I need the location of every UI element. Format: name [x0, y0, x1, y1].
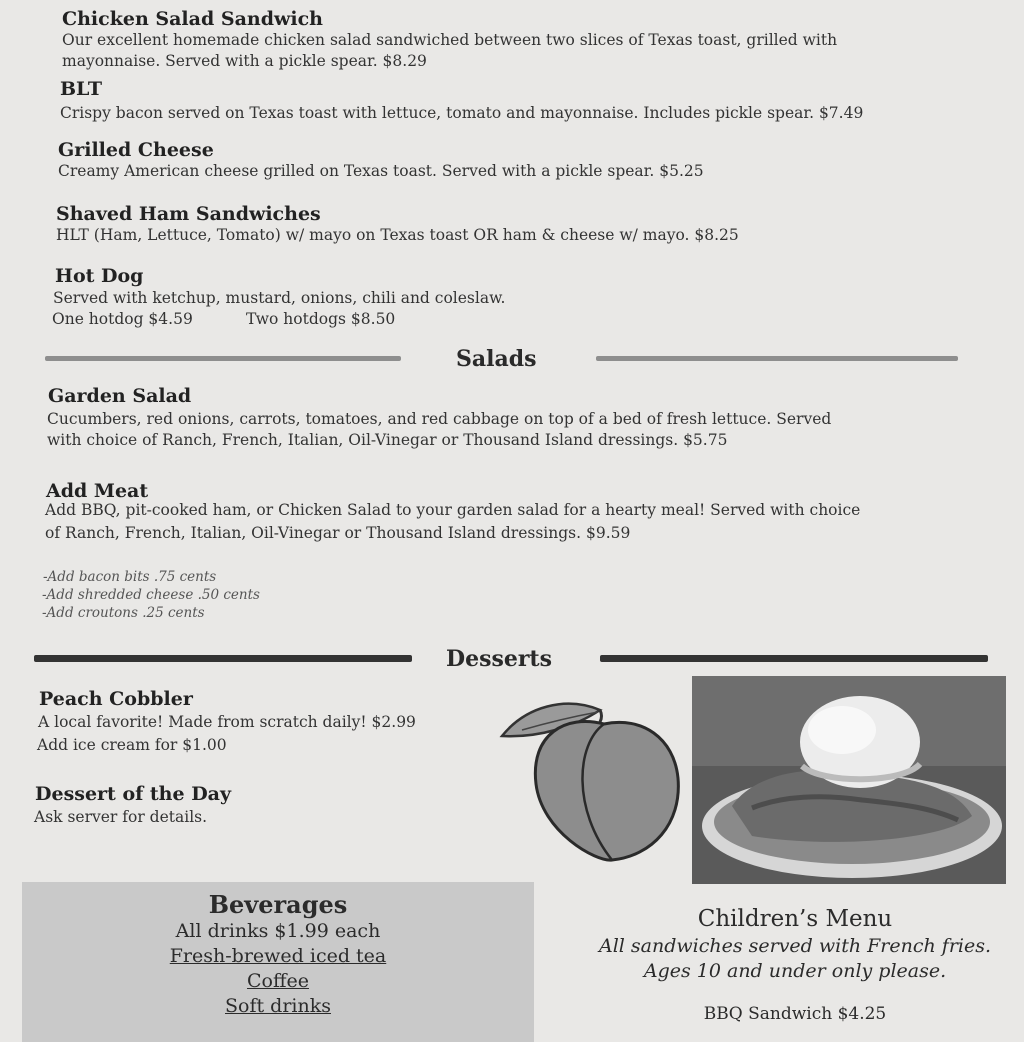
- childrens-menu-note-2: Ages 10 and under only please.: [643, 960, 947, 982]
- item-desc-blt: Crispy bacon served on Texas toast with lettuce, tomato and mayonnaise. Includes pickle spear. $7.49: [60, 104, 864, 122]
- item-title-dessert-of-the-day: Dessert of the Day: [35, 783, 232, 805]
- item-title-chicken-salad: Chicken Salad Sandwich: [62, 8, 323, 30]
- childrens-menu-note-1: All sandwiches served with French fries.: [598, 935, 992, 957]
- item-desc-grilled-cheese: Creamy American cheese grilled on Texas toast. Served with a pickle spear. $5.25: [58, 162, 704, 180]
- cobbler-photo: [692, 676, 1006, 884]
- childrens-menu: [590, 904, 1000, 1024]
- beverages-box: [22, 882, 534, 1042]
- item-title-blt: BLT: [60, 78, 103, 100]
- item-title-peach-cobbler: Peach Cobbler: [39, 688, 193, 710]
- item-desc-peach-cobbler-1: A local favorite! Made from scratch daily! $2.99: [38, 713, 416, 731]
- salads-rule-right: [596, 356, 958, 361]
- beverage-soft-drinks: Soft drinks: [225, 995, 331, 1017]
- desserts-rule-right: [600, 655, 988, 662]
- item-title-hot-dog: Hot Dog: [55, 265, 144, 287]
- salads-rule-left: [45, 356, 401, 361]
- addon-bacon-bits: -Add bacon bits .75 cents: [43, 569, 217, 585]
- item-desc-hot-dog: Served with ketchup, mustard, onions, chili and coleslaw.: [53, 289, 506, 307]
- item-title-add-meat: Add Meat: [46, 480, 149, 502]
- hot-dog-two-price: Two hotdogs $8.50: [246, 310, 396, 328]
- childrens-item-bbq: BBQ Sandwich $4.25: [703, 1004, 887, 1024]
- item-desc-add-meat-1: Add BBQ, pit-cooked ham, or Chicken Salad to your garden salad for a hearty meal! Served with choice: [45, 501, 861, 519]
- desserts-rule-left: [34, 655, 412, 662]
- item-title-garden-salad: Garden Salad: [48, 385, 192, 407]
- item-desc-garden-salad-2: with choice of Ranch, French, Italian, Oil-Vinegar or Thousand Island dressings. $5.75: [47, 431, 728, 449]
- childrens-menu-title: Children’s Menu: [697, 906, 893, 932]
- item-desc-garden-salad-1: Cucumbers, red onions, carrots, tomatoes, and red cabbage on top of a bed of fresh lettuce. Served: [47, 410, 832, 428]
- desserts-heading: Desserts: [446, 646, 552, 672]
- addon-shredded-cheese: -Add shredded cheese .50 cents: [42, 587, 260, 603]
- hot-dog-one-price: One hotdog $4.59: [52, 310, 193, 328]
- salads-heading: Salads: [456, 346, 537, 372]
- item-desc-dessert-of-the-day: Ask server for details.: [34, 808, 208, 826]
- peach-icon: [496, 692, 686, 864]
- item-desc-shaved-ham: HLT (Ham, Lettuce, Tomato) w/ mayo on Texas toast OR ham & cheese w/ mayo. $8.25: [56, 226, 739, 244]
- beverage-iced-tea: Fresh-brewed iced tea: [169, 945, 387, 967]
- item-desc-add-meat-2: of Ranch, French, Italian, Oil-Vinegar or Thousand Island dressings. $9.59: [45, 524, 631, 542]
- addon-croutons: -Add croutons .25 cents: [42, 605, 205, 621]
- beverages-price: All drinks $1.99 each: [175, 920, 381, 942]
- beverage-coffee: Coffee: [247, 970, 309, 992]
- beverages-title: Beverages: [208, 890, 348, 919]
- item-desc-chicken-salad-2: mayonnaise. Served with a pickle spear. $8.29: [62, 52, 427, 70]
- item-desc-peach-cobbler-2: Add ice cream for $1.00: [37, 736, 227, 754]
- item-title-grilled-cheese: Grilled Cheese: [58, 139, 214, 161]
- item-title-shaved-ham: Shaved Ham Sandwiches: [56, 203, 321, 225]
- item-desc-chicken-salad-1: Our excellent homemade chicken salad sandwiched between two slices of Texas toast, grilled with: [62, 31, 838, 49]
